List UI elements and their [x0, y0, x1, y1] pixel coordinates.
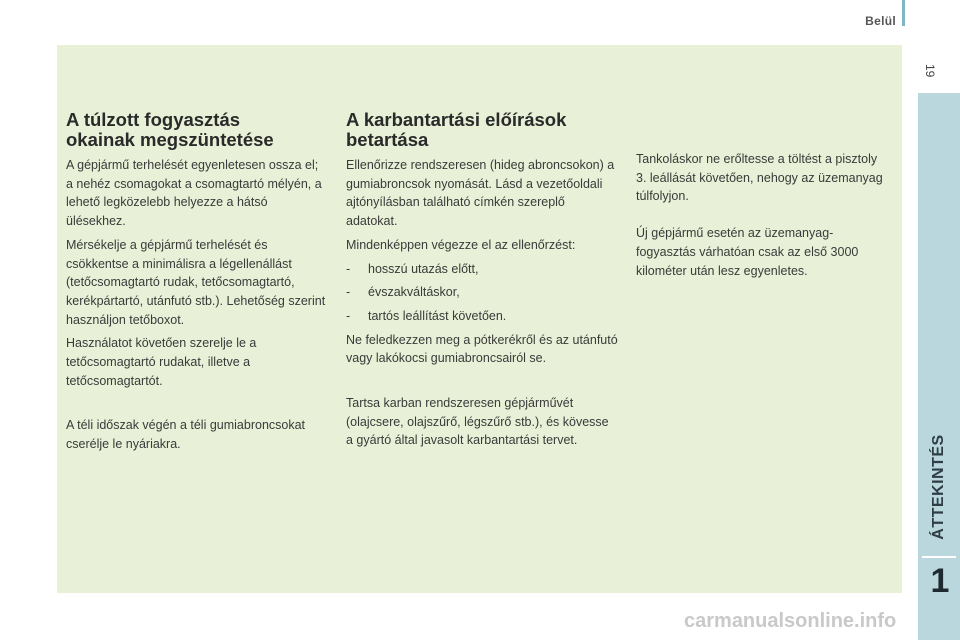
paragraph: A gépjármű terhelését egyenletesen ossza el; a nehéz csomagokat a csomagtartó mélyén, a lehető legközelebb helyezze a hátsó ülésekhez.	[66, 158, 322, 229]
list-item: - hosszú utazás előtt,	[346, 260, 618, 279]
paragraph: A téli időszak végén a téli gumiabroncsokat cserélje le nyáriakra.	[66, 418, 306, 452]
check-occasions-list	[346, 260, 618, 326]
list-item: - tartós leállítást követően.	[346, 307, 618, 326]
paragraph: Ellenőrizze rendszeresen (hideg abroncsokon) a gumiabroncsok nyomását. Lásd a vezetőoldali ajtónyílásban található címkén szereplő adatokat.	[346, 158, 615, 229]
heading-maintenance	[346, 110, 618, 150]
heading-line-2: okainak megszüntetése	[66, 129, 274, 150]
paragraph: Tankoláskor ne erőltesse a töltést a pisztoly 3. leállását követően, nehogy az üzemanyag túlfolyjon.	[636, 152, 883, 204]
page-number: 19	[923, 64, 937, 78]
chapter-label: ÁTTEKINTÉS	[930, 434, 947, 540]
paragraph: Ne feledkezzen meg a pótkerékről és az utánfutó vagy lakókocsi gumiabroncsairól se.	[346, 332, 618, 366]
column-middle	[346, 110, 618, 455]
heading-line-1: A karbantartási előírások	[346, 109, 567, 130]
column-left	[66, 110, 328, 459]
list-item: - évszakváltáskor,	[346, 283, 618, 302]
paragraph: Mindenképpen végezze el az ellenőrzést:	[346, 237, 576, 252]
paragraph: Használatot követően szerelje le a tetőcsomagtartó rudakat, illetve a tetőcsomagtartót.	[66, 336, 257, 388]
column-right	[636, 150, 886, 285]
heading-line-1: A túlzott fogyasztás	[66, 109, 241, 130]
header-accent-bar	[902, 0, 905, 26]
paragraph: Tartsa karban rendszeresen gépjárművét (olajcsere, olajszűrő, légszűrő stb.), és kövesse a gyártó által javasolt karbantartási tervet.	[346, 396, 609, 448]
watermark: carmanualsonline.info	[684, 610, 897, 632]
heading-line-2: betartása	[346, 129, 429, 150]
chapter-divider	[922, 556, 956, 558]
section-label: Belül	[865, 14, 896, 28]
heading-excess-consumption	[66, 110, 328, 150]
paragraph: Mérsékelje a gépjármű terhelését és csökkentse a minimálisra a légellenállást (tetőcsomagtartó rudak, tetőcsomagtartó, kerékpártartó, utánfutó stb.). Lehetőség szerint használjon tetőboxot.	[66, 237, 326, 327]
paragraph: Új gépjármű esetén az üzemanyag-fogyasztás várhatóan csak az első 3000 kilométer után lesz egyenletes.	[636, 226, 859, 278]
chapter-number: 1	[930, 562, 950, 600]
